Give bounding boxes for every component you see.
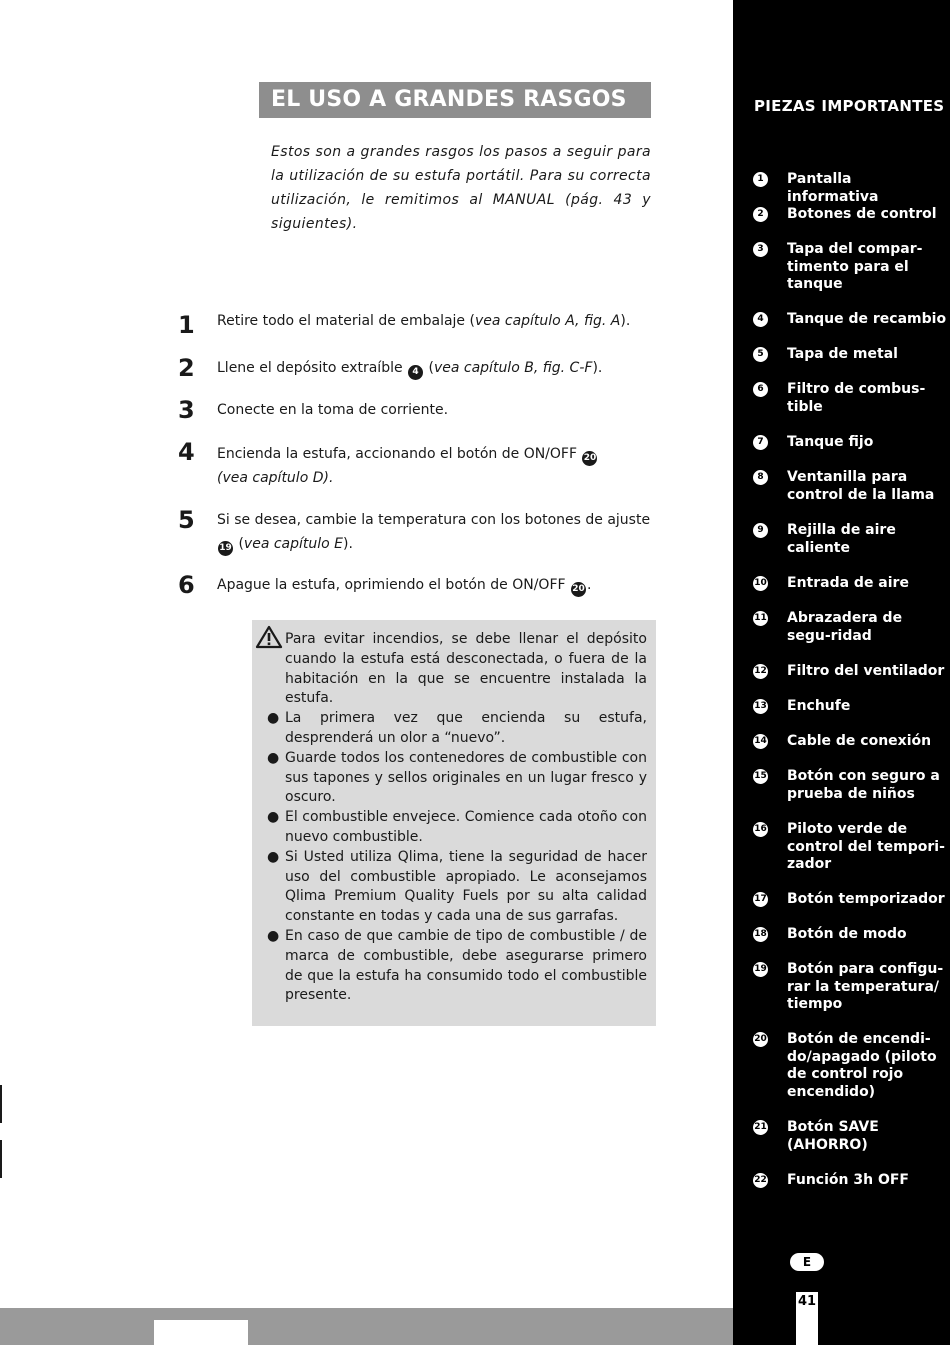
part-label: Botón con seguro a prueba de niños bbox=[787, 768, 940, 802]
warning-bullet: ● En caso de que cambie de tipo de combustible / de marca de combustible, debe asegurarse primero de que la estufa ha consumido todo el combustible presente. bbox=[267, 927, 647, 1004]
sidebar-parts bbox=[733, 0, 950, 1345]
page-number: 41 bbox=[796, 1292, 818, 1345]
step-number: 1 bbox=[178, 311, 195, 339]
section-title: EL USO A GRANDES RASGOS bbox=[259, 82, 651, 118]
part-label: Botones de control bbox=[787, 206, 937, 222]
part-number: 1 bbox=[753, 172, 768, 187]
part-number: 21 bbox=[753, 1120, 768, 1135]
step-number: 2 bbox=[178, 354, 195, 382]
part-label: Enchufe bbox=[787, 698, 851, 714]
part-number-badge: 20 bbox=[582, 451, 597, 466]
part-number: 14 bbox=[753, 734, 768, 749]
part-number: 17 bbox=[753, 892, 768, 907]
part-label: Botón SAVE (AHORRO) bbox=[787, 1119, 879, 1153]
part-number: 10 bbox=[753, 576, 768, 591]
step-text: Conecte en la toma de corriente. bbox=[217, 402, 449, 418]
part-label: Tanque fijo bbox=[787, 434, 874, 450]
part-label: Tapa de metal bbox=[787, 346, 898, 362]
part-number: 13 bbox=[753, 699, 768, 714]
sidebar-title: PIEZAS IMPORTANTES bbox=[754, 97, 945, 115]
intro-text: Estos son a grandes rasgos los pasos a seguir para la utilización de su estufa portátil. Para su correcta utilización, le remitimos al MANUAL (pág. 43 y siguientes). bbox=[271, 144, 651, 232]
part-number: 3 bbox=[753, 242, 768, 257]
step-number: 5 bbox=[178, 506, 195, 534]
part-label: Ventanilla para control de la llama bbox=[787, 469, 935, 503]
part-label: Entrada de aire bbox=[787, 575, 909, 591]
part-number: 11 bbox=[753, 611, 768, 626]
warning-triangle-icon bbox=[255, 625, 283, 649]
part-number: 2 bbox=[753, 207, 768, 222]
warning-box bbox=[252, 620, 656, 1026]
part-number: 20 bbox=[753, 1032, 768, 1047]
part-number: 22 bbox=[753, 1173, 768, 1188]
part-label: Pantalla informativa bbox=[787, 171, 879, 205]
part-label: Botón de encendi-do/apagado (piloto de control rojo encendido) bbox=[787, 1031, 937, 1100]
part-number: 4 bbox=[753, 312, 768, 327]
part-label: Tanque de recambio bbox=[787, 311, 947, 327]
part-number-badge: 19 bbox=[218, 541, 233, 556]
part-label: Función 3h OFF bbox=[787, 1172, 909, 1188]
warning-intro: Para evitar incendios, se debe llenar el depósito cuando la estufa está desconectada, o fuera de la habitación en la que se encuentre instalada la estufa. bbox=[285, 631, 647, 707]
part-number: 12 bbox=[753, 664, 768, 679]
part-number: 15 bbox=[753, 769, 768, 784]
part-number-badge: 4 bbox=[408, 365, 423, 380]
step-text: Llene el depósito extraíble 4 (vea capítulo B, fig. C-F). bbox=[217, 356, 657, 380]
part-label: Botón de modo bbox=[787, 926, 907, 942]
warning-list bbox=[267, 630, 647, 1006]
part-number: 8 bbox=[753, 470, 768, 485]
footer-bar bbox=[0, 1308, 733, 1345]
part-number: 5 bbox=[753, 347, 768, 362]
step-number: 6 bbox=[178, 571, 195, 599]
part-number: 18 bbox=[753, 927, 768, 942]
part-label: Abrazadera de segu-ridad bbox=[787, 610, 903, 644]
part-label: Botón temporizador bbox=[787, 891, 945, 907]
step-number: 3 bbox=[178, 396, 195, 424]
part-label: Botón para configu-rar la temperatura/ tiempo bbox=[787, 961, 944, 1012]
part-label: Filtro de combus-tible bbox=[787, 381, 926, 415]
margin-mark bbox=[0, 1085, 2, 1123]
part-number-badge: 20 bbox=[571, 582, 586, 597]
language-badge: E bbox=[790, 1253, 824, 1271]
part-number: 7 bbox=[753, 435, 768, 450]
part-label: Rejilla de aire caliente bbox=[787, 522, 896, 556]
warning-bullet: ● La primera vez que encienda su estufa, desprenderá un olor a “nuevo”. bbox=[267, 710, 647, 746]
warning-bullet: ● El combustible envejece. Comience cada otoño con nuevo combustible. bbox=[267, 809, 647, 845]
part-number: 9 bbox=[753, 523, 768, 538]
margin-mark bbox=[0, 1140, 2, 1178]
step-text: Retire todo el material de embalaje (vea capítulo A, fig. A). bbox=[217, 313, 631, 329]
part-number: 19 bbox=[753, 962, 768, 977]
part-label: Filtro del ventilador bbox=[787, 663, 945, 679]
part-label: Piloto verde de control del tempori-zador bbox=[787, 821, 945, 872]
part-number: 6 bbox=[753, 382, 768, 397]
part-label: Cable de conexión bbox=[787, 733, 932, 749]
step-number: 4 bbox=[178, 438, 195, 466]
part-label: Tapa del compar-timento para el tanque bbox=[787, 241, 923, 292]
part-number: 16 bbox=[753, 822, 768, 837]
warning-bullet: ● Si Usted utiliza Qlima, tiene la seguridad de hacer uso del combustible apropiado. Le aconsejamos Qlima Premium Quality Fuels por su alta calidad constante en todas y cada una de sus garrafas. bbox=[267, 848, 647, 925]
step-text: Encienda la estufa, accionando el botón de ON/OFF 20 (vea capítulo D). bbox=[217, 446, 597, 486]
warning-bullet: ● Guarde todos los contenedores de combustible con sus tapones y sellos originales en un lugar fresco y oscuro. bbox=[267, 749, 647, 806]
step-text: Si se desea, cambie la temperatura con los botones de ajuste 19 (vea capítulo E). bbox=[217, 508, 657, 556]
footer-inset bbox=[154, 1320, 248, 1345]
step-text: Apague la estufa, oprimiendo el botón de ON/OFF 20 . bbox=[217, 573, 657, 597]
